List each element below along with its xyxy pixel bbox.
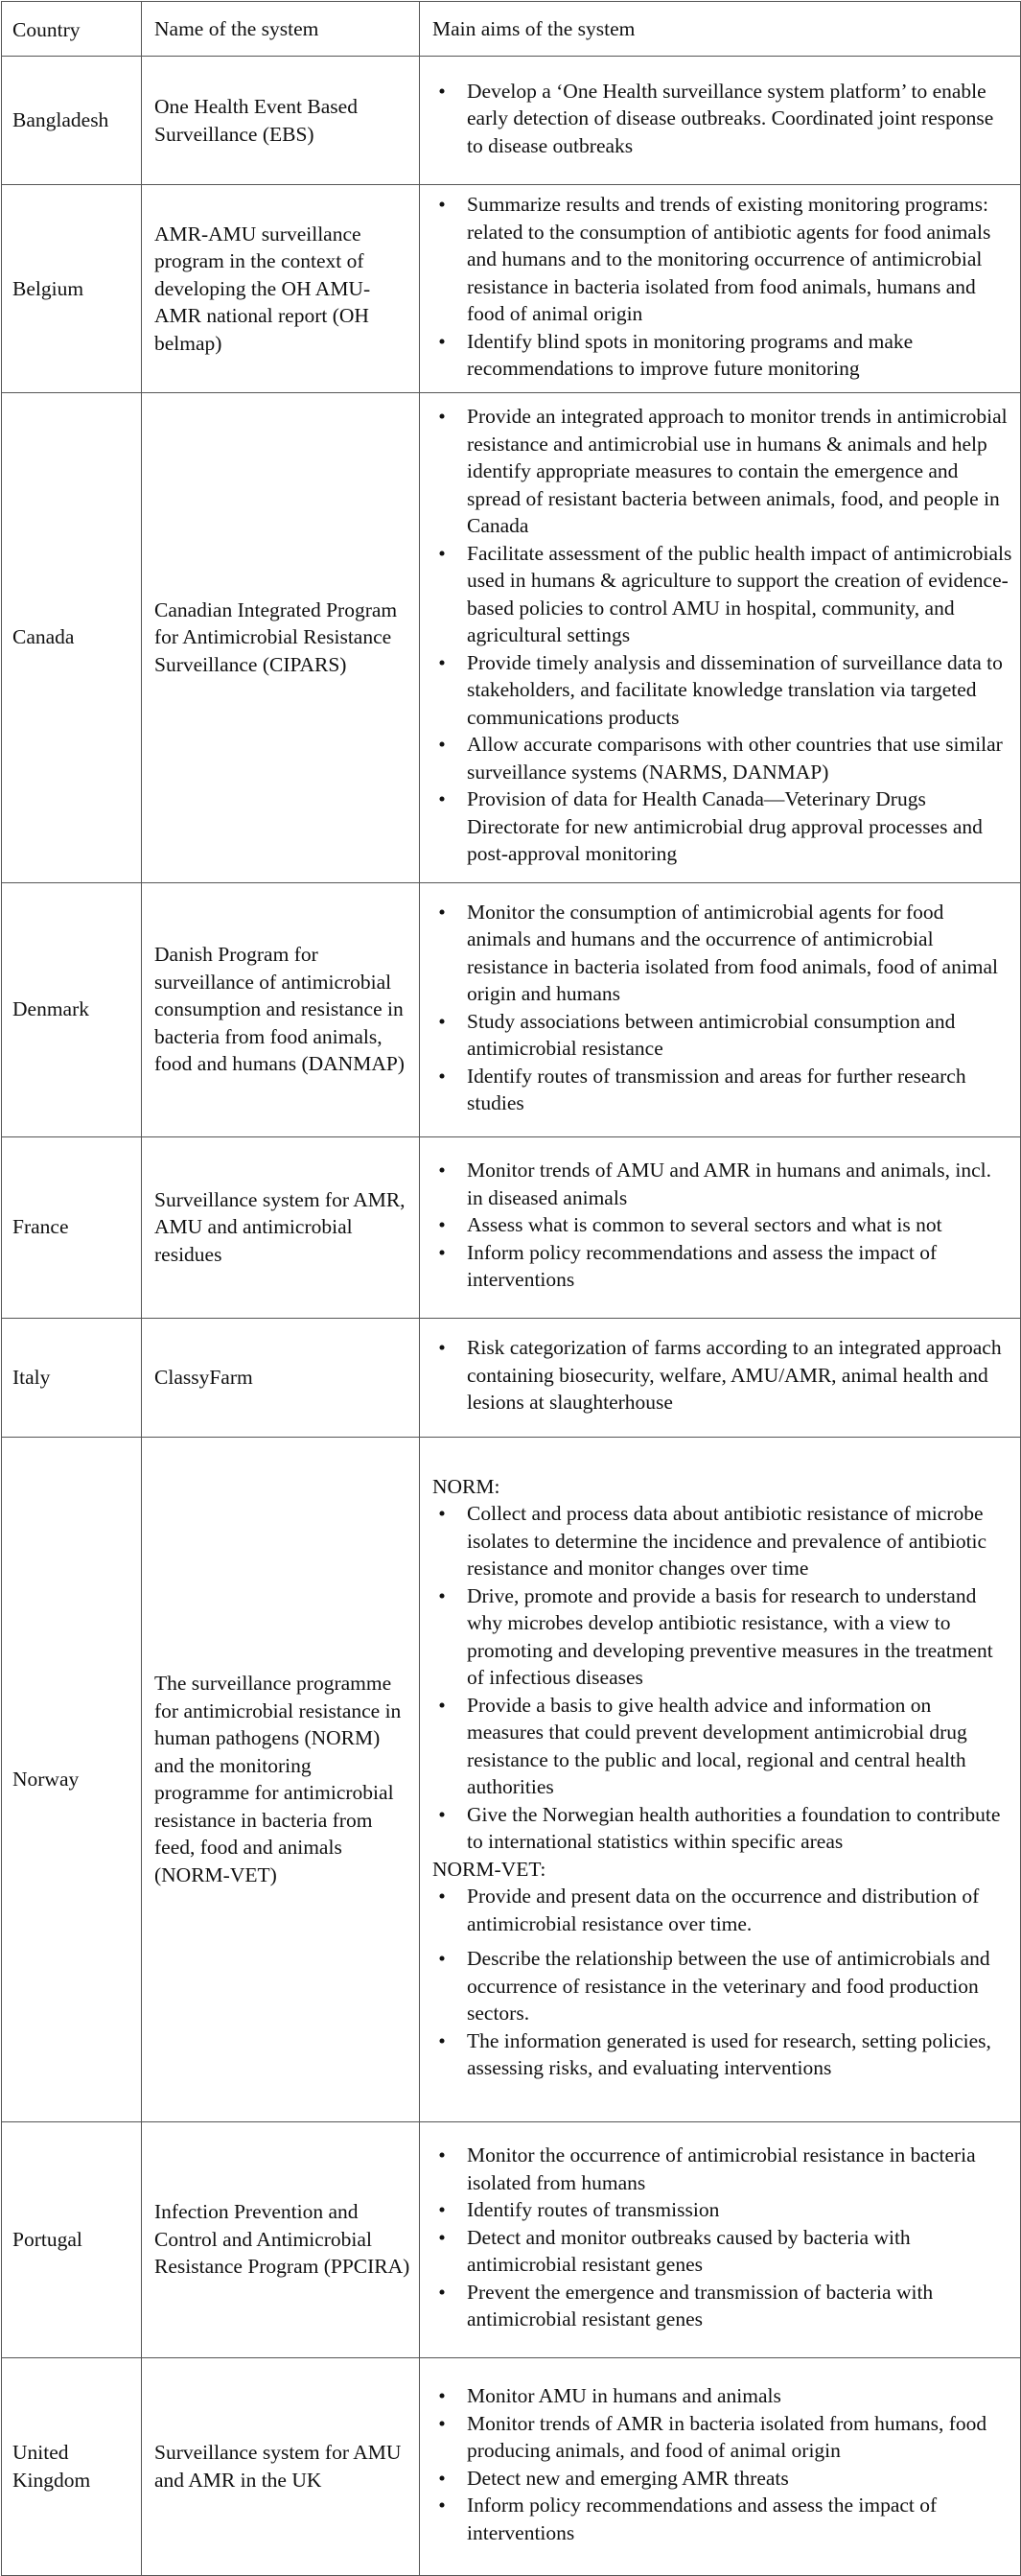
aims-list: [432, 191, 1012, 383]
aims-list: [432, 1334, 1012, 1417]
header-row: [2, 2, 1021, 57]
aim-item: [432, 2279, 1012, 2333]
bullet-icon: •: [438, 1336, 446, 1360]
bullet-icon: •: [438, 787, 446, 811]
aims-cell: [420, 57, 1021, 185]
bullet-icon: •: [438, 541, 446, 565]
aim-text: Provide an integrated approach to monitor trends in antimicrobial resistance and antimicrobial use in humans & animals and help identify appropriate measures to contain the emergence and spread of resistant bacteria between animals, food, and people in Canada: [467, 405, 1008, 538]
aims-cell: [420, 2357, 1021, 2575]
bullet-icon: •: [438, 2198, 446, 2222]
bullet-icon: •: [438, 650, 446, 674]
aims-cell: [420, 1437, 1021, 2121]
bullet-icon: •: [438, 1159, 446, 1183]
bullet-icon: •: [438, 2280, 446, 2304]
aim-text: Study associations between antimicrobial consumption and antimicrobial resistance: [467, 1009, 956, 1060]
aim-text: Identify blind spots in monitoring programs and make recommendations to improve future monitoring: [467, 329, 914, 380]
aim-text: Risk categorization of farms according to an integrated approach containing biosecurity, welfare, AMU/AMR, animal health and lesions at slaughterhouse: [467, 1336, 1002, 1415]
aim-text: Assess what is common to several sectors and what is not: [467, 1213, 942, 1237]
country-cell: Portugal: [2, 2121, 142, 2357]
aims-cell: [420, 1136, 1021, 1318]
aim-item: [432, 1945, 1012, 2027]
bullet-icon: •: [438, 2225, 446, 2249]
aim-item: [432, 649, 1012, 732]
aim-item: [432, 540, 1012, 649]
aim-item: [432, 2196, 1012, 2224]
bullet-icon: •: [438, 1802, 446, 1826]
bullet-icon: •: [438, 405, 446, 429]
aim-item: [432, 78, 1012, 160]
aim-item: [432, 1692, 1012, 1801]
aim-text: Monitor trends of AMU and AMR in humans and animals, incl. in diseased animals: [467, 1159, 992, 1209]
aims-list: [432, 899, 1012, 1117]
bullet-icon: •: [438, 1064, 446, 1088]
aim-text: Provide a basis to give health advice and information on measures that could prevent development antimicrobial drug resistance to the public and local, regional and central health authorities: [467, 1693, 967, 1798]
bullet-icon: •: [438, 1009, 446, 1033]
aim-text: Summarize results and trends of existing monitoring programs: related to the consumption of antibiotic agents for food animals and humans and to the monitoring occurrence of antimicrobial resistance in bacteria isolated from food animals, humans and food of animal origin: [467, 193, 991, 325]
aim-item: [432, 1334, 1012, 1417]
bullet-icon: •: [438, 1693, 446, 1717]
bullet-icon: •: [438, 329, 446, 353]
aim-item: [432, 2224, 1012, 2279]
aim-item: [432, 1211, 1012, 1239]
system-name-cell: Surveillance system for AMR, AMU and antimicrobial residues: [142, 1136, 420, 1318]
country-cell: Canada: [2, 392, 142, 882]
aim-text: Monitor the occurrence of antimicrobial resistance in bacteria isolated from humans: [467, 2143, 976, 2194]
table-row: [2, 882, 1021, 1136]
aims-cell: [420, 1318, 1021, 1437]
system-name-cell: ClassyFarm: [142, 1318, 420, 1437]
bullet-icon: •: [438, 2028, 446, 2052]
aim-item: [432, 1582, 1012, 1692]
aim-text: Facilitate assessment of the public health impact of antimicrobials used in humans & agriculture to support the creation of evidence-based policies to control AMU in hospital, community, and agricultural settings: [467, 541, 1012, 647]
bullet-icon: •: [438, 79, 446, 103]
bullet-icon: •: [438, 1947, 446, 1970]
aim-text: Detect and monitor outbreaks caused by bacteria with antimicrobial resistant genes: [467, 2225, 911, 2277]
aims-list: [432, 1883, 1012, 2082]
system-name-cell: Infection Prevention and Control and Antimicrobial Resistance Program (PPCIRA): [142, 2121, 420, 2357]
aim-text: Prevent the emergence and transmission of bacteria with antimicrobial resistant genes: [467, 2280, 934, 2331]
aim-text: Develop a ‘One Health surveillance system platform’ to enable early detection of disease outbreaks. Coordinated joint response to disease outbreaks: [467, 79, 994, 157]
aim-item: [432, 1500, 1012, 1582]
aim-text: Provide timely analysis and dissemination of surveillance data to stakeholders, and facilitate knowledge translation via targeted communications products: [467, 650, 1003, 729]
aim-item: [432, 1063, 1012, 1117]
country-cell: United Kingdom: [2, 2357, 142, 2575]
system-name-cell: The surveillance programme for antimicrobial resistance in human pathogens (NORM) and the monitoring programme for antimicrobial resistance in bacteria from feed, food and animals (NORM-VET): [142, 1437, 420, 2121]
header-system-name: Name of the system: [142, 2, 420, 57]
bullet-icon: •: [438, 2466, 446, 2490]
table-row: [2, 1318, 1021, 1437]
table-row: [2, 185, 1021, 393]
aim-text: Provision of data for Health Canada—Veterinary Drugs Directorate for new antimicrobial drug approval processes and post-approval monitoring: [467, 787, 983, 866]
bullet-icon: •: [438, 2384, 446, 2407]
aims-cell: [420, 392, 1021, 882]
bullet-icon: •: [438, 1583, 446, 1607]
aims-group-heading: NORM:: [432, 1474, 500, 1498]
header-main-aims: Main aims of the system: [420, 2, 1021, 57]
aim-item: [432, 1801, 1012, 1856]
aims-list: [432, 2142, 1012, 2333]
bullet-icon: •: [438, 2494, 446, 2517]
aim-item: [432, 785, 1012, 868]
aim-text: Collect and process data about antibiotic resistance of microbe isolates to determine the incidence and prevalence of antibiotic resistance and monitor changes over time: [467, 1502, 987, 1580]
bullet-icon: •: [438, 1213, 446, 1237]
aim-item: [432, 731, 1012, 785]
system-name-cell: AMR-AMU surveillance program in the context of developing the OH AMU-AMR national report (OH belmap): [142, 185, 420, 393]
aim-text: Inform policy recommendations and assess the impact of interventions: [467, 2494, 938, 2544]
aim-text: Inform policy recommendations and assess the impact of interventions: [467, 1240, 938, 1292]
table-body: [2, 57, 1021, 2576]
aim-text: Drive, promote and provide a basis for research to understand why microbes develop antibiotic resistance, with a view to promoting and developing preventive measures in the treatment of infectious diseases: [467, 1583, 993, 1689]
table-row: [2, 1437, 1021, 2121]
country-cell: Italy: [2, 1318, 142, 1437]
aims-cell: [420, 882, 1021, 1136]
country-cell: France: [2, 1136, 142, 1318]
bullet-icon: •: [438, 900, 446, 924]
aim-text: Detect new and emerging AMR threats: [467, 2466, 789, 2490]
aim-text: Give the Norwegian health authorities a foundation to contribute to international statistics within specific areas: [467, 1802, 1001, 1853]
header-country: Country: [2, 2, 142, 57]
aim-item: [432, 328, 1012, 383]
aim-item: [432, 1883, 1012, 1937]
system-name-cell: Danish Program for surveillance of antimicrobial consumption and resistance in bacteria from food animals, food and humans (DANMAP): [142, 882, 420, 1136]
system-name-cell: One Health Event Based Surveillance (EBS): [142, 57, 420, 185]
bullet-icon: •: [438, 1502, 446, 1525]
aim-text: Identify routes of transmission and areas for further research studies: [467, 1064, 966, 1114]
aim-item: [432, 2492, 1012, 2546]
table-row: [2, 392, 1021, 882]
aim-text: The information generated is used for research, setting policies, assessing risks, and evaluating interventions: [467, 2028, 991, 2079]
aims-cell: [420, 185, 1021, 393]
aim-item: [432, 899, 1012, 1008]
aim-text: Identify routes of transmission: [467, 2198, 720, 2222]
aims-list: [432, 1500, 1012, 1856]
aims-list: [432, 403, 1012, 868]
aim-item: [432, 1008, 1012, 1063]
country-cell: Belgium: [2, 185, 142, 393]
aim-text: Monitor the consumption of antimicrobial agents for food animals and humans and the occurrence of antimicrobial resistance in bacteria isolated from food animals, food of animal origin and humans: [467, 900, 999, 1005]
aim-item: [432, 2465, 1012, 2493]
country-cell: Norway: [2, 1437, 142, 2121]
system-name-cell: Canadian Integrated Program for Antimicrobial Resistance Surveillance (CIPARS): [142, 392, 420, 882]
aim-item: [432, 2142, 1012, 2196]
bullet-icon: •: [438, 1885, 446, 1908]
bullet-icon: •: [438, 733, 446, 757]
system-name-cell: Surveillance system for AMU and AMR in the UK: [142, 2357, 420, 2575]
country-cell: Bangladesh: [2, 57, 142, 185]
aims-group-heading: NORM-VET:: [432, 1857, 546, 1881]
aims-list: [432, 78, 1012, 160]
aim-text: Describe the relationship between the use of antimicrobials and occurrence of resistance in the veterinary and food production sectors.: [467, 1947, 990, 2025]
bullet-icon: •: [438, 193, 446, 216]
aim-text: Monitor trends of AMR in bacteria isolated from humans, food producing animals, and food of animal origin: [467, 2411, 987, 2462]
table-row: [2, 1136, 1021, 1318]
bullet-icon: •: [438, 1240, 446, 1264]
table-row: [2, 57, 1021, 185]
bullet-icon: •: [438, 2411, 446, 2435]
table-row: [2, 2121, 1021, 2357]
aim-item: [432, 191, 1012, 328]
surveillance-systems-table: [1, 1, 1021, 2576]
aim-item: [432, 2382, 1012, 2410]
aim-item: [432, 2410, 1012, 2465]
table-row: [2, 2357, 1021, 2575]
aims-cell: [420, 2121, 1021, 2357]
aim-item: [432, 1157, 1012, 1211]
aim-item: [432, 1239, 1012, 1294]
aims-list: [432, 1157, 1012, 1294]
aims-list: [432, 2382, 1012, 2546]
aim-item: [432, 2027, 1012, 2082]
aim-text: Monitor AMU in humans and animals: [467, 2384, 781, 2407]
aim-text: Provide and present data on the occurrence and distribution of antimicrobial resistance over time.: [467, 1885, 980, 1935]
bullet-icon: •: [438, 2143, 446, 2167]
aim-item: [432, 403, 1012, 540]
country-cell: Denmark: [2, 882, 142, 1136]
aim-text: Allow accurate comparisons with other countries that use similar surveillance systems (NARMS, DANMAP): [467, 733, 1003, 784]
